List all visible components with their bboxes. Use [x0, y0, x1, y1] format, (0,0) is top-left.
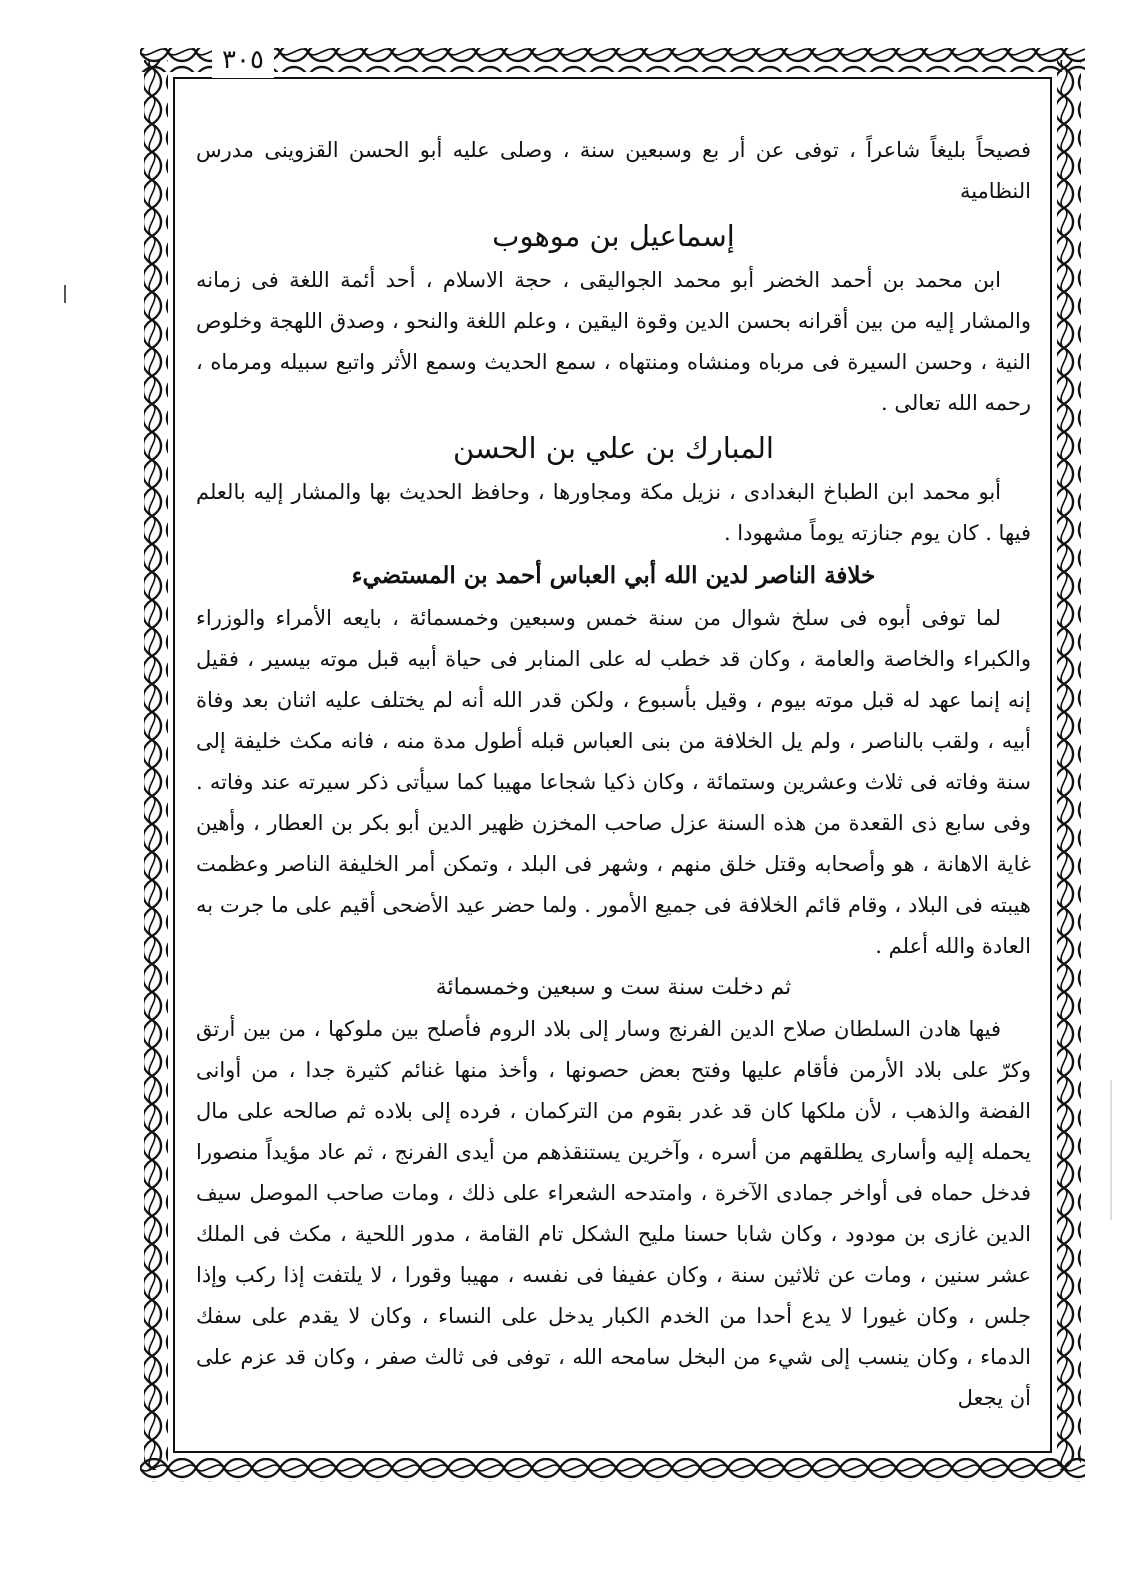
scan-mark — [64, 285, 66, 303]
heading-caliphate-al-nasir: خلافة الناصر لدين الله أبي العباس أحمد بن المستضيء — [351, 562, 876, 589]
page-content — [196, 130, 1031, 1460]
heading-al-mubarak: المبارك بن علي بن الحسن — [453, 431, 774, 465]
paragraph-al-mubarak-bio: أبو محمد ابن الطباخ البغدادى ، نزيل مكة ومجاورها ، وحافظ الحديث بها والمشار إليه بالعلم فيها . كان يوم جنازته يوماً مشهودا . — [196, 480, 1031, 545]
heading-year-576: ثم دخلت سنة ست و سبعين وخمسمائة — [435, 975, 792, 1000]
page-number: ٣٠٥ — [212, 42, 274, 78]
scan-edge — [1110, 1080, 1112, 1220]
paragraph-caliphate: لما توفى أبوه فى سلخ شوال من سنة خمس وسبعين وخمسمائة ، بايعه الأمراء والوزراء والكبراء والخاصة والعامة ، وكان قد خطب له على المنابر فى حياة أبيه قبل موته بيسير ، فقيل إنه إنما عهد له قبل موته بيوم ، وقيل بأسبوع ، ولكن قدر الله أنه لم يختلف عليه اثنان بعد وفاة أبيه ، ولقب بالناصر ، ولم يل الخلافة من بنى العباس قبله أطول مدة منه ، فانه مكث خليفة إلى سنة وفاته فى ثلاث وعشرين وستمائة ، وكان ذكيا شجاعا مهيبا كما سيأتى ذكر سيرته عند وفاته . وفى سابع ذى القعدة من هذه السنة عزل صاحب المخزن ظهير الدين أبو بكر بن العطار ، وأهين غاية الاهانة ، هو وأصحابه وقتل خلق منهم ، وشهر فى البلد ، وتمكن أمر الخليفة الناصر وعظمت هيبته فى البلاد ، وقام قائم الخلافة فى جميع الأمور . ولما حضر عيد الأضحى أقيم على ما جرت به العادة والله أعلم . — [196, 606, 1031, 958]
heading-ismail-ibn-mawhub: إسماعيل بن موهوب — [492, 219, 735, 253]
page-frame — [140, 40, 1085, 1490]
paragraph-year-576: فيها هادن السلطان صلاح الدين الفرنج وسار إلى بلاد الروم فأصلح بين ملوكها ، من بين أرتق وكرّ على بلاد الأرمن فأقام عليها وفتح بعض حصونها ، وأخذ منها غنائم كثيرة جدا ، من أوانى الفضة والذهب ، لأن ملكها كان قد غدر بقوم من التركمان ، فرده إلى بلاده ثم صالحه على مال يحمله إليه وأسارى يطلقهم من أسره ، وآخرين يستنقذهم من أيدى الفرنج ، ثم عاد مؤيداً منصورا فدخل حماه فى أواخر جمادى الآخرة ، وامتدحه الشعراء على ذلك ، ومات صاحب الموصل سيف الدين غازى بن مودود ، وكان شابا حسنا مليح الشكل تام القامة ، مدور اللحية ، مكث فى الملك عشر سنين ، ومات عن ثلاثين سنة ، وكان عفيفا فى نفسه ، مهيبا وقورا ، لا يلتفت إذا ركب وإذا جلس ، وكان غيورا لا يدع أحدا من الخدم الكبار يدخل على النساء ، وكان لا يقدم على سفك الدماء ، وكان ينسب إلى شيء من البخل سامحه الله ، توفى فى ثالث صفر ، وكان قد عزم على أن يجعل — [196, 1017, 1031, 1410]
paragraph-intro: فصيحاً بليغاً شاعراً ، توفى عن أر بع وسبعين سنة ، وصلى عليه أبو الحسن القزوينى مدرس النظامية — [196, 138, 1031, 203]
paragraph-ismail-bio: ابن محمد بن أحمد الخضر أبو محمد الجواليقى ، حجة الاسلام ، أحد أئمة اللغة فى زمانه والمشار إليه من بين أقرانه بحسن الدين وقوة اليقين ، وعلم اللغة والنحو ، وصدق اللهجة وخلوص النية ، وحسن السيرة فى مرباه ومنشاه ومنتهاه ، سمع الحديث وسمع الأثر واتبع سبيله ومرماه ، رحمه الله تعالى . — [196, 268, 1031, 415]
